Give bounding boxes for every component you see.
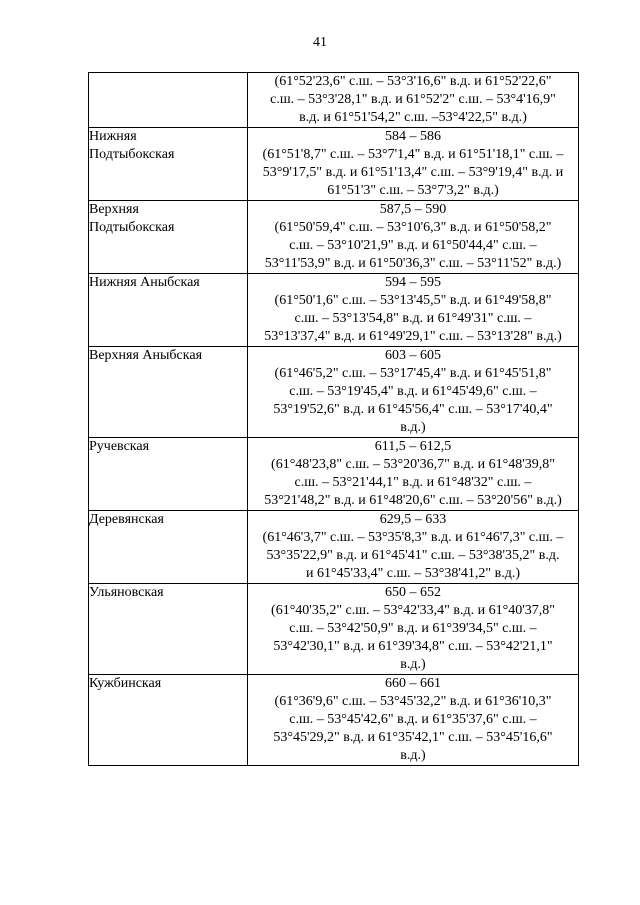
name-cell (89, 584, 248, 675)
coords-line: с.ш. – 53°13'54,8" в.д. и 61°49'31" с.ш. – (294, 311, 532, 326)
coords-line: с.ш. – 53°10'21,9" в.д. и 61°50'44,4" с.ш. – (289, 238, 537, 253)
data-cell (248, 128, 579, 201)
coords-line: и 61°45'33,4" с.ш. – 53°38'41,2" в.д.) (305, 566, 521, 581)
coords-line: в.д.) (400, 748, 426, 763)
range-text: 587,5 – 590 (379, 202, 447, 217)
coords-line: 53°19'52,6" в.д. и 61°45'56,4" с.ш. – 53°17'40,4" (273, 402, 553, 417)
range-text: 650 – 652 (385, 585, 441, 600)
table-row (89, 584, 579, 675)
range-text: 603 – 605 (385, 348, 441, 363)
data-cell (248, 584, 579, 675)
page-number: 41 (313, 35, 327, 50)
coords-line: 53°11'53,9" в.д. и 61°50'36,3" с.ш. – 53°11'52" в.д.) (264, 256, 562, 271)
coords-line: 53°45'29,2" в.д. и 61°35'42,1" с.ш. – 53°45'16,6" (273, 730, 553, 745)
waterbody-name: Верхняя Аныбская (89, 348, 203, 363)
table-row (89, 675, 579, 766)
coords-line: с.ш. – 53°45'42,6" в.д. и 61°35'37,6" с.ш. – (289, 712, 537, 727)
name-cell (89, 73, 248, 128)
waterbody-name: Нижняя Аныбская (89, 275, 200, 290)
waterbody-name: Кужбинская (89, 676, 162, 691)
data-cell (248, 73, 579, 128)
coords-line: в.д.) (400, 657, 426, 672)
coords-line: в.д.) (400, 420, 426, 435)
coords-line: 53°13'37,4" в.д. и 61°49'29,1" с.ш. – 53°13'28" в.д.) (264, 329, 562, 344)
name-cell (89, 438, 248, 511)
coords-line: (61°40'35,2" с.ш. – 53°42'33,4" в.д. и 61°40'37,8" (271, 603, 555, 618)
name-cell (89, 511, 248, 584)
coords-line: 53°35'22,9" в.д. и 61°45'41" с.ш. – 53°38'35,2" в.д. (266, 548, 560, 563)
name-cell (89, 675, 248, 766)
data-cell (248, 347, 579, 438)
coords-line: в.д. и 61°51'54,2" с.ш. –53°4'22,5" в.д.) (299, 110, 527, 125)
data-cell (248, 511, 579, 584)
waterbody-name: Ручевская (89, 439, 150, 454)
range-text: 611,5 – 612,5 (374, 439, 452, 454)
coords-line: (61°50'1,6" с.ш. – 53°13'45,5" в.д. и 61°49'58,8" (274, 293, 552, 308)
coords-line: (61°46'5,2" с.ш. – 53°17'45,4" в.д. и 61°45'51,8" (274, 366, 552, 381)
coords-line: с.ш. – 53°42'50,9" в.д. и 61°39'34,5" с.ш. – (289, 621, 537, 636)
name-cell (89, 128, 248, 201)
waterbody-name: Деревянская (89, 512, 164, 527)
waterbody-name: Ульяновская (89, 585, 164, 600)
waterbody-name: Верхняя Подтыбокская (89, 202, 175, 235)
coords-line: (61°52'23,6" с.ш. – 53°3'16,6" в.д. и 61°52'22,6" (274, 74, 552, 89)
waterbody-name: Нижняя Подтыбокская (89, 129, 175, 162)
table-row (89, 128, 579, 201)
table-row (89, 347, 579, 438)
data-cell (248, 201, 579, 274)
waterbody-table (88, 72, 579, 766)
coords-line: 53°9'17,5" в.д. и 61°51'13,4" с.ш. – 53°9'19,4" в.д. и (262, 165, 564, 180)
range-text: 660 – 661 (385, 676, 441, 691)
name-cell (89, 274, 248, 347)
coords-line: 53°21'48,2" в.д. и 61°48'20,6" с.ш. – 53°20'56" в.д.) (264, 493, 562, 508)
table-row (89, 201, 579, 274)
coords-line: с.ш. – 53°3'28,1" в.д. и 61°52'2" с.ш. – 53°4'16,9" (270, 92, 556, 107)
name-cell (89, 347, 248, 438)
range-text: 629,5 – 633 (379, 512, 447, 527)
data-cell (248, 438, 579, 511)
table-body (89, 73, 579, 766)
table-row (89, 511, 579, 584)
range-text: 584 – 586 (385, 129, 441, 144)
data-cell (248, 274, 579, 347)
coords-line: с.ш. – 53°19'45,4" в.д. и 61°45'49,6" с.ш. – (289, 384, 537, 399)
coords-line: с.ш. – 53°21'44,1" в.д. и 61°48'32" с.ш. – (294, 475, 532, 490)
table-row (89, 274, 579, 347)
coords-line: 53°42'30,1" в.д. и 61°39'34,8" с.ш. – 53°42'21,1" (273, 639, 553, 654)
coords-line: (61°48'23,8" с.ш. – 53°20'36,7" в.д. и 61°48'39,8" (271, 457, 555, 472)
coords-line: (61°51'8,7" с.ш. – 53°7'1,4" в.д. и 61°51'18,1" с.ш. – (262, 147, 564, 162)
coords-line: (61°36'9,6" с.ш. – 53°45'32,2" в.д. и 61°36'10,3" (274, 694, 552, 709)
table-row (89, 438, 579, 511)
name-cell (89, 201, 248, 274)
data-cell (248, 675, 579, 766)
coords-line: 61°51'3" с.ш. – 53°7'3,2" в.д.) (327, 183, 499, 198)
coords-line: (61°50'59,4" с.ш. – 53°10'6,3" в.д. и 61°50'58,2" (274, 220, 552, 235)
table-row (89, 73, 579, 128)
range-text: 594 – 595 (385, 275, 441, 290)
coords-line: (61°46'3,7" с.ш. – 53°35'8,3" в.д. и 61°46'7,3" с.ш. – (262, 530, 564, 545)
